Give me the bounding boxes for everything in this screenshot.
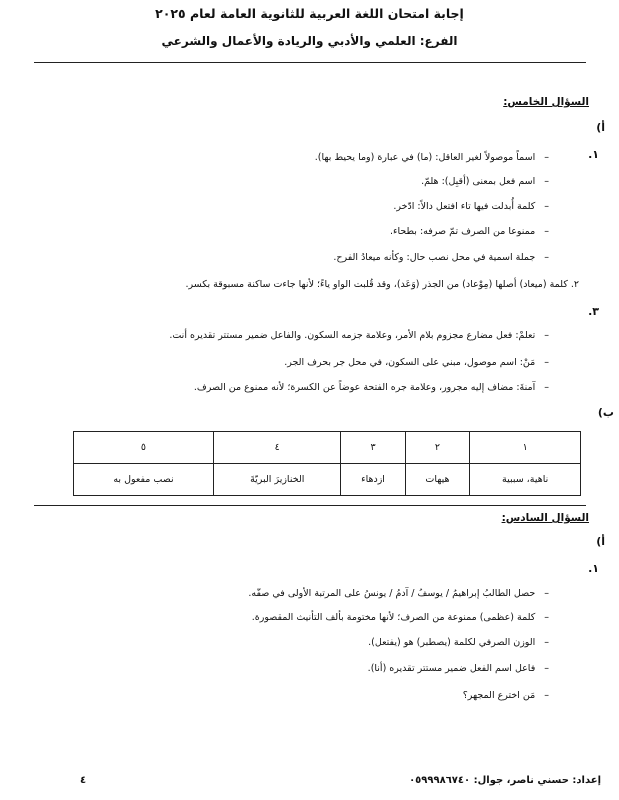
- question-5-heading: السؤال الخامس:: [503, 96, 589, 108]
- list-item: – الوزن الصرفي لكلمة (يصطبر) هو (يفتعل).: [368, 637, 549, 648]
- table-header-row: [74, 432, 581, 464]
- list-item: – مَن اخترع المجهر؟: [463, 690, 549, 701]
- table-cell: الخنازيرَ البريّةَ: [213, 464, 341, 496]
- q6-item1-number: ١.: [588, 562, 599, 575]
- table-header-cell: ١: [470, 432, 581, 464]
- list-item: – حصل الطالبُ إبراهيمُ / يوسفُ / آدمُ / يونسُ على المرتبة الأولى في صفّه.: [248, 588, 549, 599]
- list-item: – كلمة (عظمى) ممنوعة من الصرف؛ لأنها مختومة بألف التأنيث المقصورة.: [252, 612, 549, 623]
- list-item: – جملة اسمية في محل نصب حال: وكأنه ميعادُ الفرح.: [333, 252, 549, 263]
- page-number: ٤: [80, 775, 87, 786]
- q5-item2: ٢. كلمة (ميعاد) أصلها (مِوْعاد) من الجذر (وَعَد)، وقد قُلبت الواو ياءً؛ لأنها جاءت ساكنة مسبوقة بكسر.: [185, 279, 579, 290]
- section-divider: [34, 505, 586, 506]
- q5-part-b-label: ب): [597, 406, 614, 419]
- table-cell: ناهية، سببية: [470, 464, 581, 496]
- list-item: – فاعل اسم الفعل ضمير مستتر تقديره (أنا).: [368, 663, 549, 674]
- list-item: – تعلمْ: فعل مضارع مجزوم بلام الأمر، وعلامة جزمه السكون. والفاعل ضمير مستتر تقديره أنت.: [169, 330, 549, 341]
- list-item: – كلمة أُبدلت فيها تاء افتعل دالاً: ادّخر.: [393, 201, 549, 212]
- table-cell: هيهات: [405, 464, 470, 496]
- q5-item3-number: ٣.: [588, 305, 599, 318]
- list-item: – آمنةَ: مضاف إليه مجرور، وعلامة جره الفتحة عوضاً عن الكسرة؛ لأنه ممنوع من الصرف.: [194, 382, 549, 393]
- header-divider: [34, 62, 586, 63]
- q5-item1-number: ١.: [588, 148, 599, 161]
- table-row: [74, 464, 581, 496]
- question-6-heading: السؤال السادس:: [501, 512, 589, 524]
- list-item: – ممنوعا من الصرف تمّ صرفه: بطحاء.: [390, 226, 549, 237]
- table-header-cell: ٥: [74, 432, 214, 464]
- q6-part-a-label: أ): [596, 535, 605, 548]
- answers-table: [73, 431, 581, 496]
- footer-author: إعداد: حسني ناصر، جوال: ٠٥٩٩٩٨٦٧٤٠: [409, 775, 601, 786]
- page-subtitle: الفرع: العلمي والأدبي والريادة والأعمال والشرعي: [161, 34, 458, 48]
- table-header-cell: ٤: [213, 432, 341, 464]
- list-item: – مَنْ: اسم موصول، مبني على السكون، في محل جر بحرف الجر.: [284, 357, 549, 368]
- q5-part-a-label: أ): [596, 121, 605, 134]
- table-cell: ازدهاء: [341, 464, 405, 496]
- list-item: – اسماً موصولاً لغير العاقل: (ما) في عبارة (وما يحيط بها).: [315, 152, 549, 163]
- page-title: إجابة امتحان اللغة العربية للثانوية العامة لعام ٢٠٢٥: [155, 6, 464, 21]
- list-item: – اسم فعل بمعنى (أقبِل): هلمّ.: [421, 176, 549, 187]
- table-cell: نصب مفعول به: [74, 464, 214, 496]
- table-header-cell: ٣: [341, 432, 405, 464]
- table-header-cell: ٢: [405, 432, 470, 464]
